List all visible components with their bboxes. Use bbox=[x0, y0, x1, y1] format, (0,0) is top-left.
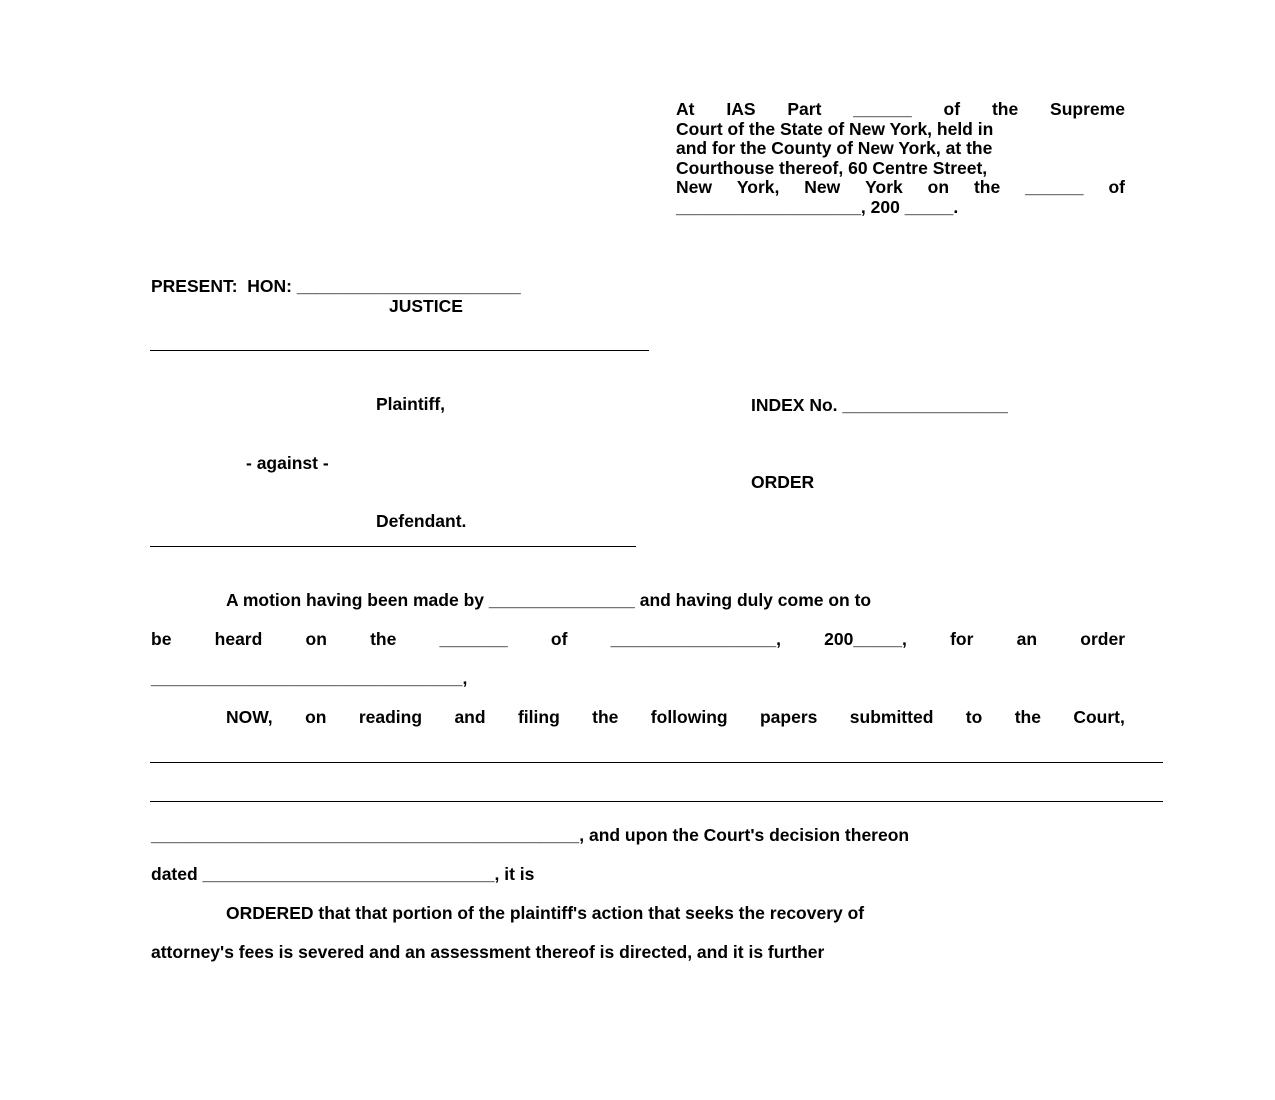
motion-line-2-word: on bbox=[305, 629, 327, 649]
papers-line-1 bbox=[226, 707, 1125, 727]
papers-line-1-word: Court, bbox=[1073, 707, 1125, 727]
caption-line-2: Court of the State of New York, held in bbox=[676, 118, 994, 139]
caption-line-5 bbox=[676, 178, 1125, 198]
caption-line-5-word: of bbox=[1108, 177, 1125, 197]
parties-bottom-rule bbox=[150, 546, 636, 547]
caption-line-1-word: ______ bbox=[853, 99, 912, 119]
ordered-line-2: attorney's fees is severed and an assessment thereof is directed, and it is further bbox=[151, 942, 825, 962]
caption-line-1-word: IAS bbox=[726, 99, 756, 119]
caption-line-4: Courthouse thereof, 60 Centre Street, bbox=[676, 157, 988, 178]
papers-line-1-word: submitted bbox=[849, 707, 934, 727]
motion-line-1: A motion having been made by _______________ and having duly come on to bbox=[226, 590, 872, 610]
papers-line-1-word: and bbox=[454, 707, 486, 727]
caption-line-1-word: of bbox=[943, 99, 961, 119]
plaintiff-label: Plaintiff, bbox=[376, 394, 446, 414]
caption-line-5-word: New bbox=[676, 177, 712, 197]
caption-line-6: ___________________, 200 _____. bbox=[676, 196, 959, 217]
papers-line-4: ____________________________________________, and upon the Court's decision thereon bbox=[151, 825, 910, 845]
caption-line-3: and for the County of New York, at the bbox=[676, 138, 993, 158]
caption-line-1-word: the bbox=[991, 99, 1019, 119]
motion-line-2-word: order bbox=[1080, 629, 1125, 649]
defendant-label: Defendant. bbox=[376, 511, 467, 531]
document-type-title: ORDER bbox=[751, 472, 815, 492]
motion-line-2-word: an bbox=[1016, 629, 1038, 649]
motion-line-2-word: of bbox=[550, 629, 568, 649]
caption-line-1-word: Part bbox=[787, 99, 822, 119]
caption-line-1 bbox=[676, 100, 1125, 120]
motion-line-2-word: heard bbox=[214, 629, 263, 649]
caption-line-1-word: At bbox=[676, 99, 695, 119]
against-label: - against - bbox=[246, 453, 329, 473]
motion-line-2 bbox=[151, 629, 1125, 649]
caption-line-1-word: Supreme bbox=[1050, 99, 1125, 119]
motion-line-2-word: be bbox=[151, 629, 172, 649]
papers-line-1-word: following bbox=[650, 707, 728, 727]
caption-line-5-word: York, bbox=[736, 177, 780, 197]
papers-line-1-word: on bbox=[305, 707, 327, 727]
papers-line-1-word: the bbox=[1014, 707, 1041, 727]
decision-dated-line: dated ______________________________, it is bbox=[151, 864, 535, 884]
caption-line-5-word: New bbox=[804, 177, 841, 197]
papers-line-1-word: the bbox=[592, 707, 619, 727]
motion-line-2-word: for bbox=[950, 629, 974, 649]
papers-line-1-word: papers bbox=[759, 707, 818, 727]
motion-line-2-word: 200_____, bbox=[824, 629, 907, 649]
motion-line-3: ________________________________, bbox=[151, 668, 468, 688]
papers-blank-line-2 bbox=[150, 762, 1163, 763]
papers-line-1-word: filing bbox=[517, 707, 560, 727]
present-hon-line: PRESENT: HON: _______________________ bbox=[151, 276, 521, 296]
court-caption bbox=[676, 100, 1125, 217]
papers-line-1-word: reading bbox=[358, 707, 423, 727]
caption-line-5-word: York bbox=[865, 177, 903, 197]
motion-line-2-word: _______ bbox=[439, 629, 508, 649]
papers-blank-line-3 bbox=[150, 801, 1163, 802]
caption-line-5-word: the bbox=[973, 177, 1001, 197]
parties-top-rule bbox=[150, 350, 649, 351]
motion-line-2-word: _________________, bbox=[610, 629, 781, 649]
papers-line-1-word: NOW, bbox=[226, 707, 273, 727]
motion-line-2-word: the bbox=[370, 629, 397, 649]
justice-label: JUSTICE bbox=[389, 296, 463, 316]
index-number-line: INDEX No. _________________ bbox=[751, 395, 1008, 415]
caption-line-5-word: on bbox=[927, 177, 950, 197]
caption-line-5-word: ______ bbox=[1025, 177, 1084, 197]
ordered-line-1: ORDERED that that portion of the plaintiff's action that seeks the recovery of bbox=[226, 903, 865, 923]
papers-line-1-word: to bbox=[965, 707, 983, 727]
